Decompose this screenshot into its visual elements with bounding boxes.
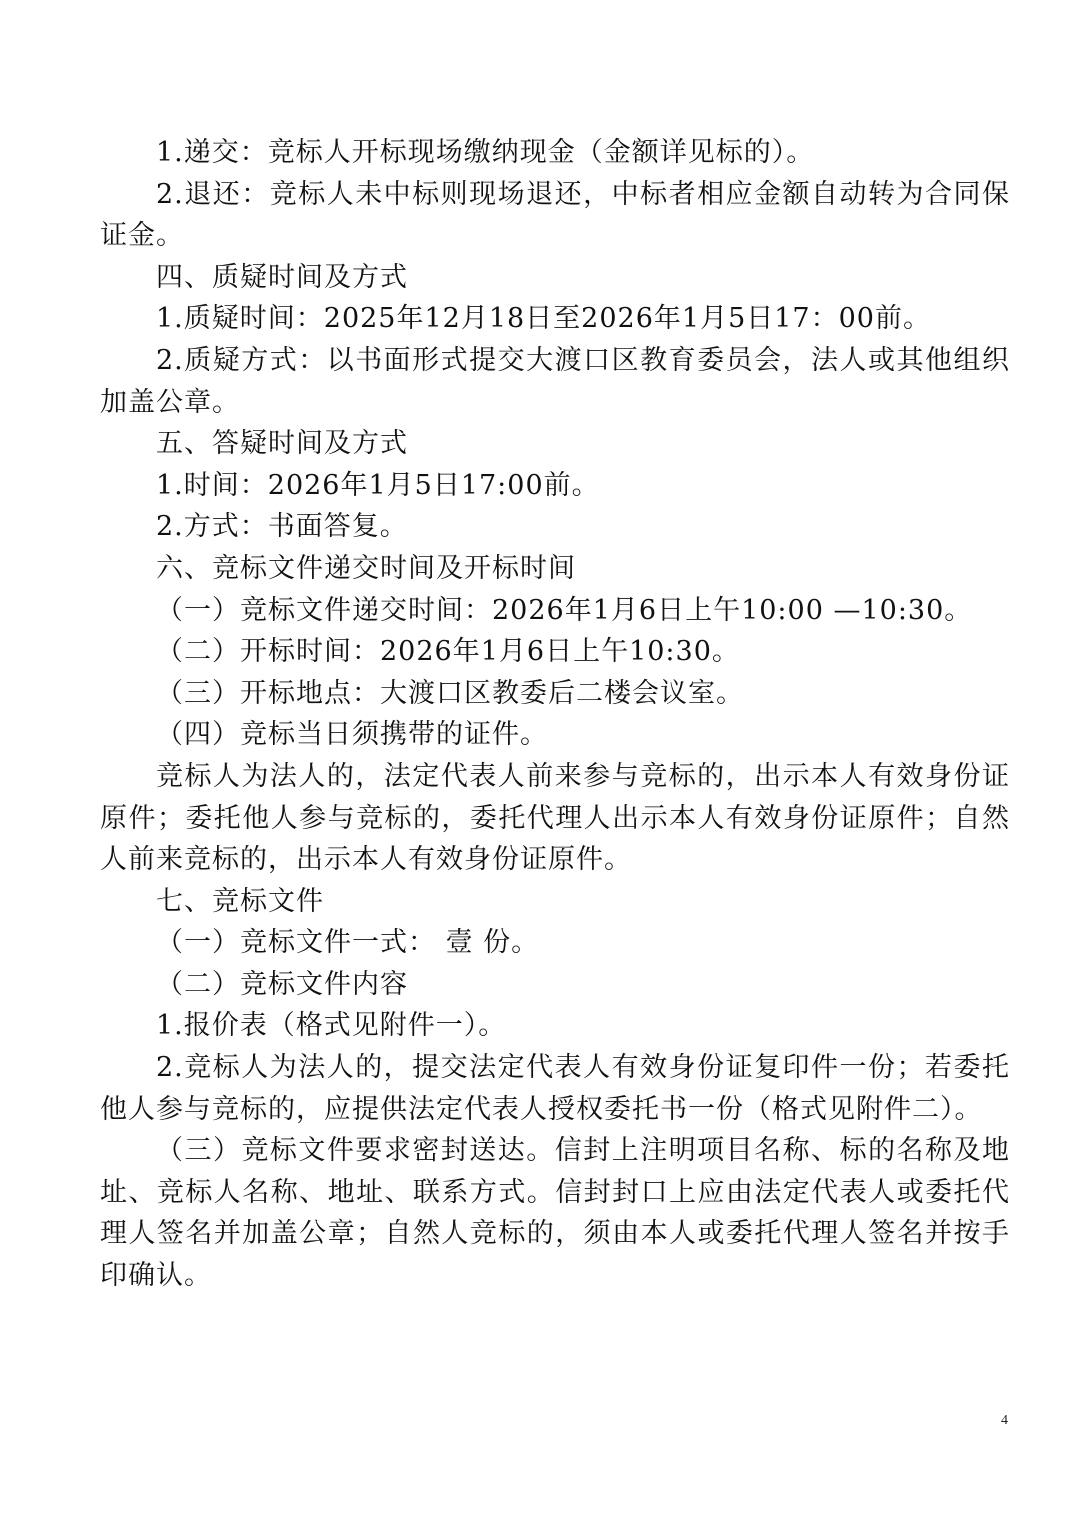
copies-paragraph: （一）竞标文件一式： 壹 份。 <box>156 927 540 959</box>
deposit-refund-paragraph: 2.退还：竞标人未中标则现场退还，中标者相应金额自动转为合同保证金。 <box>100 178 1010 252</box>
id-copy-paragraph: 2.竞标人为法人的，提交法定代表人有效身份证复印件一份；若委托他人参与竞标的，应提供法定代表人授权委托书一份（格式见附件二）。 <box>100 1052 1010 1125</box>
identity-requirements-paragraph: 竞标人为法人的，法定代表人前来参与竞标的，出示本人有效身份证原件；委托他人参与竞标的，委托代理人出示本人有效身份证原件；自然人前来竞标的，出示本人有效身份证原件。 <box>100 760 1010 876</box>
opening-time-paragraph: （二）开标时间：2026年1月6日上午10:30。 <box>156 636 740 668</box>
query-method-paragraph: 2.质疑方式：以书面形式提交大渡口区教育委员会，法人或其他组织加盖公章。 <box>100 344 1010 418</box>
section-five-heading: 五、答疑时间及方式 <box>156 428 408 460</box>
page-number: 4 <box>1001 1413 1008 1428</box>
required-documents-paragraph: （四）竞标当日须携带的证件。 <box>156 719 548 751</box>
document-content-heading: （二）竞标文件内容 <box>156 968 408 1000</box>
query-time-paragraph: 1.质疑时间：2025年12月18日至2026年1月5日17：00前。 <box>156 303 931 335</box>
answer-time-paragraph: 1.时间：2026年1月5日17:00前。 <box>156 469 600 501</box>
section-seven-heading: 七、竞标文件 <box>156 885 324 917</box>
answer-method-paragraph: 2.方式：书面答复。 <box>156 511 408 543</box>
deposit-submit-paragraph: 1.递交：竞标人开标现场缴纳现金（金额详见标的）。 <box>156 137 815 168</box>
opening-location-paragraph: （三）开标地点：大渡口区教委后二楼会议室。 <box>156 677 744 709</box>
quotation-form-paragraph: 1.报价表（格式见附件一）。 <box>156 1010 507 1042</box>
document-body <box>100 132 1010 1297</box>
section-six-heading: 六、竞标文件递交时间及开标时间 <box>156 552 576 584</box>
sealing-requirements-paragraph: （三）竞标文件要求密封送达。信封上注明项目名称、标的名称及地址、竞标人名称、地址、联系方式。信封封口上应由法定代表人或委托代理人签名并加盖公章；自然人竞标的，须由本人或委托代理人签名并按手印确认。 <box>100 1135 1010 1292</box>
section-four-heading: 四、质疑时间及方式 <box>156 261 408 293</box>
submission-time-paragraph: （一）竞标文件递交时间：2026年1月6日上午10:00 —10:30。 <box>156 594 973 626</box>
